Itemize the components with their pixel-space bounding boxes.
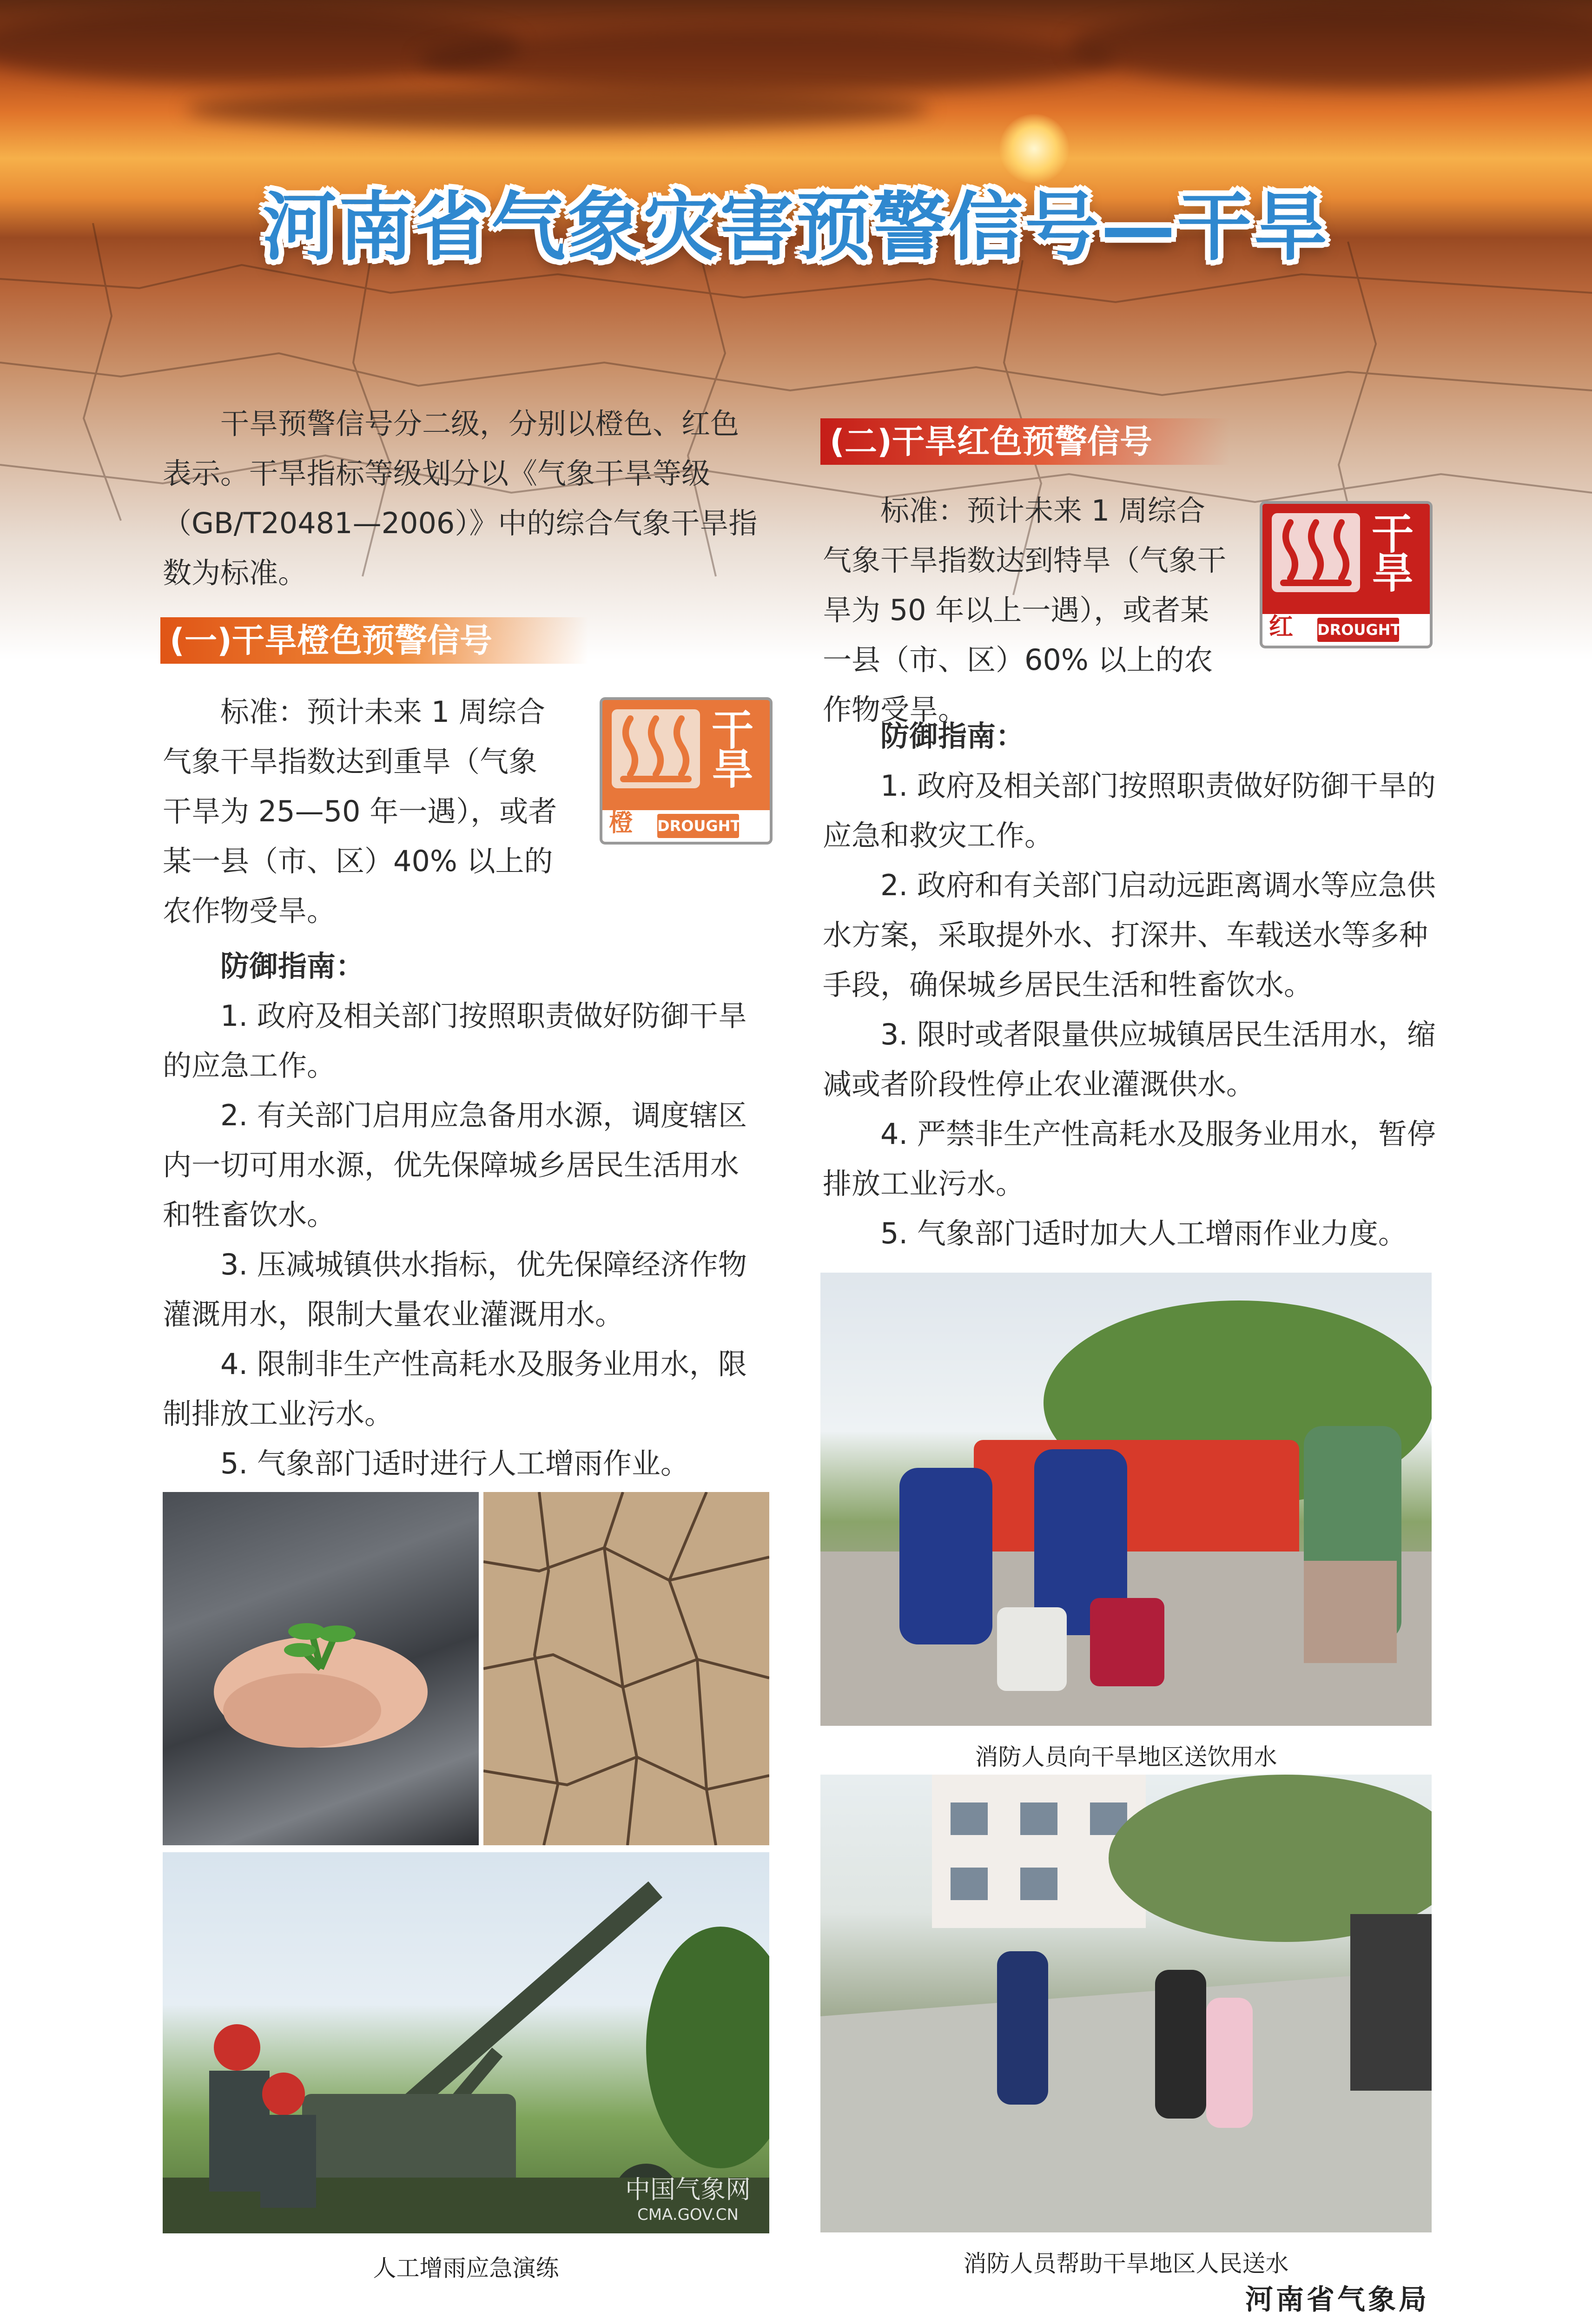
heat-wave-icon (612, 709, 700, 788)
photo-firefighters-help (820, 1775, 1432, 2232)
intro-paragraph: 干旱预警信号分二级，分别以橙色、红色表示。干旱指标等级划分以《气象干旱等级（GB/T20481—2006）》中的综合气象干旱指数为标准。 (163, 407, 758, 590)
page-title: 河南省气象灾害预警信号—干旱 (262, 184, 1330, 271)
intro-text (163, 399, 767, 598)
red-guide-title: 防御指南： (880, 719, 1025, 753)
red-standard-text: 标准：预计未来 1 周综合气象干旱指数达到特旱（气象干旱为 50 年以上一遇），或者某一县（市、区）60% 以上的农作物受旱。 (823, 494, 1227, 726)
orange-guide-item: 2. 有关部门启用应急备用水源，调度辖区内一切可用水源，优先保障城乡居民生活用水和牲畜饮水。 (163, 1098, 747, 1232)
orange-guide (163, 941, 767, 1488)
orange-guide-title: 防御指南： (220, 949, 365, 983)
hands-seedling-image (163, 1492, 479, 1845)
photo-firefighters-water (820, 1273, 1432, 1726)
red-signal-heading: (二)干旱红色预警信号 (820, 418, 1229, 465)
red-guide (823, 711, 1436, 1258)
red-guide-item: 5. 气象部门适时加大人工增雨作业力度。 (880, 1216, 1407, 1250)
red-standard (823, 486, 1232, 734)
gan-label: 干 旱 (1372, 510, 1414, 598)
red-guide-item: 4. 严禁非生产性高耗水及服务业用水，暂停排放工业污水。 (823, 1117, 1436, 1201)
village-water-delivery-image (820, 1775, 1432, 2232)
organization-name: 河南省气象局 (1245, 2284, 1429, 2316)
red-guide-item: 3. 限时或者限量供应城镇居民生活用水，缩减或者阶段性停止农业灌溉供水。 (823, 1017, 1436, 1101)
caption-rain: 人工增雨应急演练 (373, 2255, 559, 2282)
heat-wave-icon (1272, 513, 1360, 592)
orange-guide-item: 5. 气象部门适时进行人工增雨作业。 (220, 1446, 689, 1480)
orange-guide-item: 4. 限制非生产性高耗水及服务业用水，限制排放工业污水。 (163, 1347, 747, 1431)
drought-orange-icon (600, 697, 773, 845)
caption-fire1: 消防人员向干旱地区送饮用水 (975, 1743, 1277, 1770)
level-label: 橙 (609, 809, 634, 837)
drought-red-icon (1260, 501, 1433, 648)
red-guide-item: 2. 政府和有关部门启动远距离调水等应急供水方案，采取提外水、打深井、车载送水等多种手段，确保城乡居民生活和牲畜饮水。 (823, 868, 1436, 1002)
watermark-cn: 中国气象网 (625, 2175, 751, 2204)
photo-rain-artillery (163, 1852, 769, 2233)
watermark-en: CMA.GOV.CN (637, 2205, 739, 2224)
english-label: DROUGHT (657, 814, 739, 838)
orange-guide-item: 3. 压减城镇供水指标，优先保障经济作物灌溉用水，限制大量农业灌溉用水。 (163, 1248, 747, 1331)
caption-fire2: 消防人员帮助干旱地区人民送水 (963, 2250, 1289, 2277)
red-guide-item: 1. 政府及相关部门按照职责做好防御干旱的应急和救灾工作。 (823, 769, 1436, 852)
level-label: 红 (1269, 613, 1294, 641)
firefighters-water-image (820, 1273, 1432, 1726)
photo-cracked-soil (483, 1492, 769, 1845)
english-label: DROUGHT (1317, 618, 1399, 642)
orange-standard (163, 687, 562, 936)
orange-guide-item: 1. 政府及相关部门按照职责做好防御干旱的应急工作。 (163, 999, 747, 1083)
cracked-soil-image (483, 1492, 769, 1845)
photo-hands-seedling (163, 1492, 479, 1845)
gan-label: 干 旱 (712, 706, 753, 794)
watermark (625, 2170, 751, 2224)
orange-signal-heading: (一)干旱橙色预警信号 (160, 617, 588, 664)
orange-standard-text: 标准：预计未来 1 周综合气象干旱指数达到重旱（气象干旱为 25—50 年一遇），或者某一县（市、区）40% 以上的农作物受旱。 (163, 695, 557, 928)
